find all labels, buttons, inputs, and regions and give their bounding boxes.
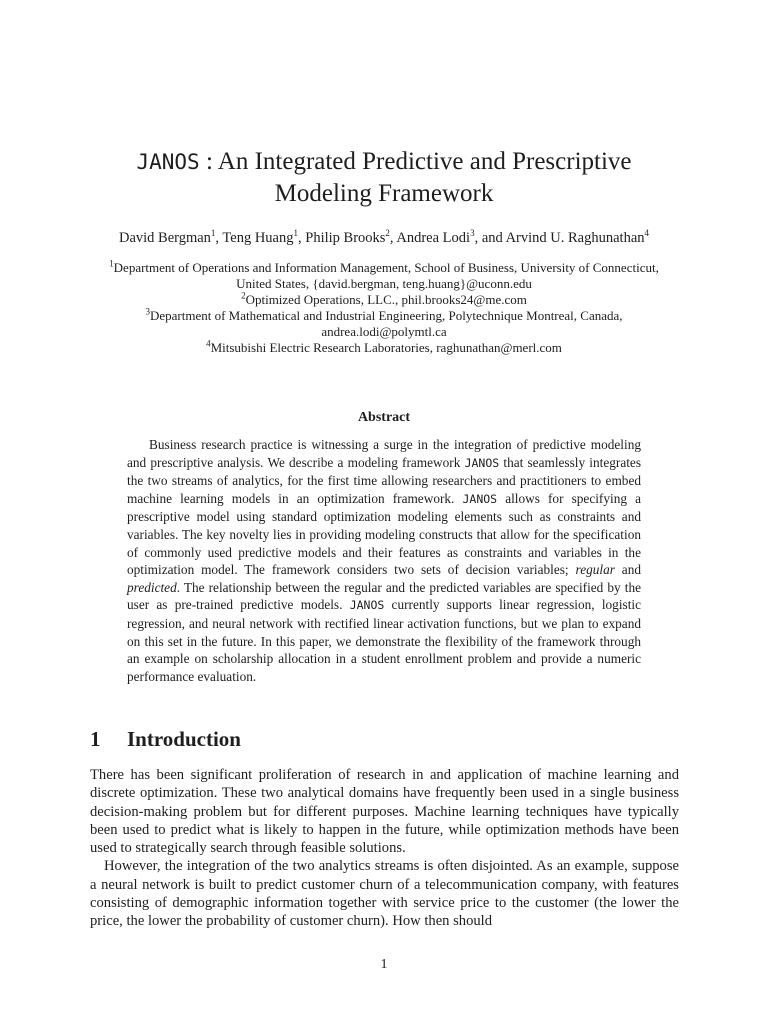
- abstract-text: allows for specifying a prescriptive model using standard optimization modeling elements such as constraints and variables. The key novelty lies in providing modeling constructs that allow for the specification of commonly used predictive models and their features as constraints and variables in the optimization model. The framework considers two sets of decision variables;: [127, 490, 641, 578]
- affil-text: Department of Mathematical and Industrial Engineering, Polytechnique Montreal, Canada,: [149, 308, 623, 323]
- body-paragraph: However, the integration of the two analytics streams is often disjointed. As an example, suppose a neural network is built to predict customer churn of a telecommunication company, with features consisting of demographic information together with service price to the customer (the lower the price, the lower the probability of customer churn). How then should: [90, 858, 679, 930]
- affiliation-4: [60, 340, 708, 356]
- abstract-text: Business research practice is witnessing a surge in the integration of predictive modeling and prescriptive analysis. We describe a modeling framework: [127, 437, 641, 470]
- author-affil-mark: 1: [210, 228, 216, 239]
- abstract-system-name: JANOS: [464, 455, 500, 470]
- affiliation-list: [60, 260, 708, 356]
- abstract-text: currently supports linear regression, logistic regression, and neural network with rectified linear activation functions, but we plan to expand on this set in the future. In this paper, we demonstrate the flexibility of the framework through an example on scholarship allocation in a student enrollment problem and provide a numeric performance evaluation.: [127, 597, 641, 684]
- affil-text: Optimized Operations, LLC., phil.brooks24@me.com: [245, 292, 527, 307]
- abstract-system-name: JANOS: [462, 491, 498, 506]
- affil-mark: 2: [241, 290, 246, 301]
- abstract-text: that seamlessly integrates the two streams of analytics, for the first time allowing researchers and practitioners to embed machine learning models in an optimization framework.: [127, 454, 641, 506]
- title-line-2: Modeling Framework: [274, 180, 494, 207]
- affil-mark: 3: [145, 306, 150, 317]
- title-line-1: [0, 146, 768, 178]
- section-heading: [90, 727, 241, 752]
- author-list: David Bergman$^1$, Teng Huang$^1$, Philip Brooks$^2$, Andrea Lodi$^3$, and Arvind U. Raghunathan$^4$: [118, 228, 650, 246]
- affil-text: Department of Operations and Information Management, School of Business, University of Connecticut,: [113, 260, 659, 275]
- author-affil-mark: 2: [385, 228, 390, 239]
- section-title: Introduction: [127, 727, 241, 751]
- author-name: Andrea Lodi: [396, 230, 471, 246]
- author-affil-mark: 4: [644, 228, 650, 239]
- affiliation-1-cont: United States, {david.bergman, teng.huang}@uconn.edu: [236, 276, 532, 291]
- page-number: 1: [380, 957, 388, 972]
- affil-mark: 4: [206, 338, 211, 349]
- abstract-term: regular: [575, 562, 615, 578]
- author-name: David Bergman: [118, 230, 211, 246]
- affiliation-3-cont: andrea.lodi@polymtl.ca: [321, 324, 447, 339]
- abstract-text: and: [614, 562, 641, 578]
- affiliation-1: [60, 260, 708, 276]
- abstract-term: predicted: [127, 579, 177, 595]
- author-affil-mark: 1: [293, 228, 298, 239]
- section-body: [90, 766, 679, 931]
- title-system-name: JANOS: [136, 150, 200, 174]
- author-name: Philip Brooks: [305, 230, 386, 246]
- title-line-1-text: : An Integrated Predictive and Prescriptive: [199, 148, 632, 175]
- author-name: Arvind U. Raghunathan: [505, 230, 645, 246]
- paper-title: [0, 146, 768, 209]
- author-affil-mark: 3: [470, 228, 475, 239]
- affiliation-3: [60, 308, 708, 324]
- author-name: Teng Huang: [222, 230, 294, 246]
- abstract-heading: Abstract: [357, 410, 411, 425]
- section-number: 1: [90, 727, 101, 751]
- abstract-body: [127, 436, 641, 685]
- abstract-system-name: JANOS: [349, 598, 385, 613]
- body-paragraph: There has been significant proliferation of research in and application of machine learning and discrete optimization. These two analytical domains have frequently been used in a single business decision-making problem but for different purposes. Machine learning techniques have typically been used to predict what is likely to happen in the future, while optimization methods have been used to strategically search through feasible solutions.: [90, 767, 679, 857]
- affil-text: Mitsubishi Electric Research Laboratories, raghunathan@merl.com: [210, 340, 562, 355]
- affil-mark: 1: [109, 258, 114, 269]
- affiliation-2: [60, 292, 708, 308]
- abstract-text: . The relationship between the regular and the predicted variables are specified by the user as pre-trained predictive models.: [127, 579, 641, 613]
